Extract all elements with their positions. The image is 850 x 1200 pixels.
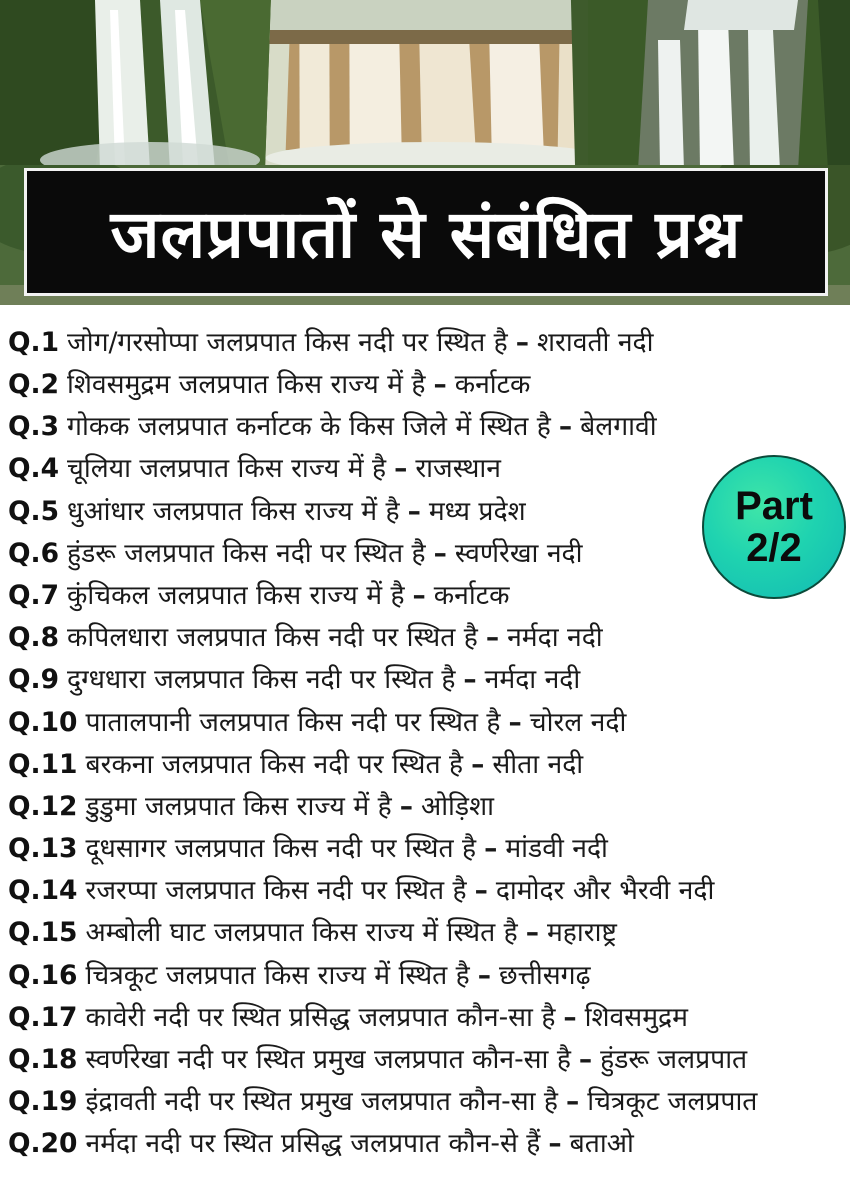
question-number: Q.13 xyxy=(8,833,78,865)
question-row xyxy=(8,1081,848,1123)
question-text: गोकक जलप्रपात कर्नाटक के किस जिले में स्थित है xyxy=(67,411,551,443)
title-box xyxy=(24,168,828,296)
answer-text: नर्मदा नदी xyxy=(484,664,581,696)
question-text: कुंचिकल जलप्रपात किस राज्य में है xyxy=(67,579,405,611)
question-text: धुआंधार जलप्रपात किस राज्य में है xyxy=(67,495,400,527)
answer-separator: – xyxy=(525,917,539,949)
answer-text: शरावती नदी xyxy=(536,326,654,358)
answer-separator: – xyxy=(433,369,447,401)
waterfall-photo-right xyxy=(588,0,850,170)
answer-text: स्वर्णरेखा नदी xyxy=(454,537,583,569)
answer-separator: – xyxy=(407,495,421,527)
question-number: Q.17 xyxy=(8,1001,78,1033)
answer-text: राजस्थान xyxy=(415,453,501,485)
waterfall-photo-center xyxy=(265,0,611,168)
question-row xyxy=(8,617,848,659)
waterfall-photo-left xyxy=(0,0,290,170)
part-badge-number: 2/2 xyxy=(746,526,802,570)
answer-text: सीता नदी xyxy=(492,748,584,780)
question-row xyxy=(8,702,848,744)
answer-separator: – xyxy=(515,326,529,358)
question-row xyxy=(8,575,848,617)
question-number: Q.16 xyxy=(8,959,78,991)
answer-text: कर्नाटक xyxy=(433,579,510,611)
answer-separator: – xyxy=(484,833,498,865)
question-text: इंद्रावती नदी पर स्थित प्रमुख जलप्रपात कौन-सा है xyxy=(85,1086,558,1118)
answer-separator: – xyxy=(412,579,426,611)
question-number: Q.11 xyxy=(8,748,78,780)
answer-text: छत्तीसगढ़ xyxy=(499,959,591,991)
question-list xyxy=(8,322,848,1166)
question-row xyxy=(8,322,848,364)
question-text: स्वर्णरेखा नदी पर स्थित प्रमुख जलप्रपात कौन-सा है xyxy=(85,1044,571,1076)
question-number: Q.1 xyxy=(8,326,60,358)
question-row xyxy=(8,1039,848,1081)
question-number: Q.18 xyxy=(8,1044,78,1076)
question-text: चूलिया जलप्रपात किस राज्य में है xyxy=(67,453,387,485)
answer-separator: – xyxy=(565,1086,580,1118)
answer-text: नर्मदा नदी xyxy=(507,622,603,654)
answer-separator: – xyxy=(394,453,408,485)
question-text: डुडुमा जलप्रपात किस राज्य में है xyxy=(85,790,392,822)
answer-separator: – xyxy=(474,875,488,907)
question-text: पातालपानी जलप्रपात किस नदी पर स्थित है xyxy=(85,706,501,738)
question-row xyxy=(8,364,848,406)
answer-separator: – xyxy=(558,411,573,443)
question-number: Q.8 xyxy=(8,622,60,654)
question-text: जोग/गरसोप्पा जलप्रपात किस नदी पर स्थित है xyxy=(67,326,508,358)
answer-separator: – xyxy=(548,1128,562,1160)
part-badge xyxy=(702,455,846,599)
answer-text: चित्रकूट जलप्रपात xyxy=(587,1086,758,1118)
question-number: Q.15 xyxy=(8,917,78,949)
answer-separator: – xyxy=(477,959,491,991)
question-row xyxy=(8,870,848,912)
answer-separator: – xyxy=(399,790,413,822)
question-row xyxy=(8,786,848,828)
question-row xyxy=(8,997,848,1039)
answer-separator: – xyxy=(471,748,485,780)
answer-text: कर्नाटक xyxy=(454,369,531,401)
question-number: Q.6 xyxy=(8,537,60,569)
question-number: Q.4 xyxy=(8,453,60,485)
answer-separator: – xyxy=(563,1001,577,1033)
question-row xyxy=(8,406,848,448)
answer-text: मध्य प्रदेश xyxy=(428,495,526,527)
answer-separator: – xyxy=(508,706,522,738)
question-row xyxy=(8,913,848,955)
question-text: नर्मदा नदी पर स्थित प्रसिद्ध जलप्रपात कौन-से हैं xyxy=(85,1128,541,1160)
question-text: हुंडरू जलप्रपात किस नदी पर स्थित है xyxy=(67,537,426,569)
part-badge-label: Part xyxy=(735,484,813,528)
question-row xyxy=(8,660,848,702)
question-number: Q.9 xyxy=(8,664,60,696)
question-row xyxy=(8,955,848,997)
answer-text: शिवसमुद्रम xyxy=(584,1001,688,1033)
question-number: Q.2 xyxy=(8,369,60,401)
page-title: जलप्रपातों से संबंधित प्रश्न xyxy=(110,196,742,273)
question-text: दूधसागर जलप्रपात किस नदी पर स्थित है xyxy=(85,833,477,865)
question-text: कपिलधारा जलप्रपात किस नदी पर स्थित है xyxy=(67,622,478,654)
question-number: Q.5 xyxy=(8,495,60,527)
question-row xyxy=(8,744,848,786)
question-number: Q.7 xyxy=(8,579,60,611)
question-number: Q.19 xyxy=(8,1086,78,1118)
question-number: Q.20 xyxy=(8,1128,78,1160)
question-text: दुग्धधारा जलप्रपात किस नदी पर स्थित है xyxy=(67,664,456,696)
answer-text: बेलगावी xyxy=(580,411,657,443)
answer-text: दामोदर और भैरवी नदी xyxy=(495,875,715,907)
answer-text: हुंडरू जलप्रपात xyxy=(600,1044,748,1076)
header-banner xyxy=(0,0,850,305)
answer-text: मांडवी नदी xyxy=(505,833,608,865)
question-number: Q.3 xyxy=(8,411,60,443)
answer-text: बताओ xyxy=(569,1128,634,1160)
question-text: बरकना जलप्रपात किस नदी पर स्थित है xyxy=(85,748,464,780)
answer-text: महाराष्ट्र xyxy=(546,917,617,949)
answer-separator: – xyxy=(463,664,477,696)
answer-separator: – xyxy=(485,622,500,654)
answer-text: ओड़िशा xyxy=(420,790,494,822)
question-row xyxy=(8,828,848,870)
question-number: Q.12 xyxy=(8,790,78,822)
question-text: चित्रकूट जलप्रपात किस राज्य में स्थित है xyxy=(85,959,470,991)
question-text: रजरप्पा जलप्रपात किस नदी पर स्थित है xyxy=(85,875,467,907)
question-number: Q.14 xyxy=(8,875,78,907)
question-text: कावेरी नदी पर स्थित प्रसिद्ध जलप्रपात कौन-सा है xyxy=(85,1001,556,1033)
question-number: Q.10 xyxy=(8,706,78,738)
answer-separator: – xyxy=(433,537,447,569)
answer-text: चोरल नदी xyxy=(529,706,627,738)
question-row xyxy=(8,1124,848,1166)
question-text: अम्बोली घाट जलप्रपात किस राज्य में स्थित है xyxy=(85,917,518,949)
answer-separator: – xyxy=(578,1044,593,1076)
question-text: शिवसमुद्रम जलप्रपात किस राज्य में है xyxy=(67,369,426,401)
